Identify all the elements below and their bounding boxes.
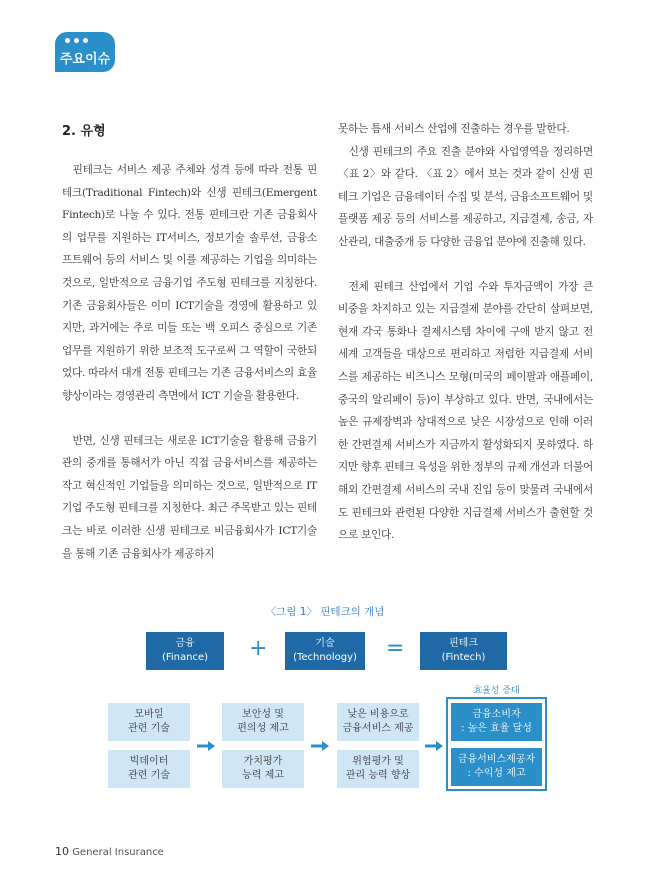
box-line: 보안성 및 bbox=[242, 709, 284, 720]
paragraph: 신생 핀테크의 주요 진출 분야와 사업영역을 정리하면 〈표 2〉와 같다. 〈표 2〉에서 보는 것과 같이 신생 핀테크 기업은 금융데이터 수집 및 분석, 금융소프트웨어 및 플랫폼 제공 등의 서비스를 제공하고, 지급결제, 송금, 자산관리, 대출중개 등 다양한 금융업 분야에 진출해 있다. bbox=[338, 145, 593, 248]
security-box bbox=[222, 703, 304, 741]
fintech-box bbox=[420, 632, 507, 670]
box-line: 금융소비자 bbox=[472, 709, 521, 720]
box-line: : 높은 효율 달성 bbox=[461, 723, 532, 734]
box-line: 관련 기술 bbox=[128, 770, 170, 781]
arrow-right-icon bbox=[425, 741, 443, 751]
box-line: (Finance) bbox=[161, 652, 209, 663]
box-line: 편의성 제고 bbox=[237, 723, 289, 734]
box-line: 낮은 비용으로 bbox=[347, 709, 409, 720]
box-line: 모바일 bbox=[134, 709, 164, 720]
valuation-box bbox=[222, 750, 304, 788]
speech-dots-icon bbox=[65, 38, 88, 43]
publication-name: General Insurance bbox=[72, 847, 164, 858]
box-line: 금융서비스 제공 bbox=[342, 723, 414, 734]
box-line: 금융서비스제공자 bbox=[457, 754, 536, 765]
box-line: 위험평가 및 bbox=[352, 756, 404, 767]
finance-box bbox=[146, 632, 224, 670]
box-line: 능력 제고 bbox=[242, 770, 284, 781]
page-footer bbox=[55, 845, 164, 858]
box-line: 관련 기술 bbox=[128, 723, 170, 734]
technology-box bbox=[285, 632, 365, 670]
figure-caption: 〈그림 1〉 핀테크의 개념 bbox=[265, 606, 385, 618]
right-column bbox=[338, 118, 593, 547]
box-line: 핀테크 bbox=[449, 638, 478, 649]
box-line: (Fintech) bbox=[441, 652, 486, 663]
box-line: 가치평가 bbox=[243, 756, 283, 767]
paragraph: 반면, 신생 핀테크는 새로운 ICT기술을 활용해 금융기관의 중개를 통해서가 아닌 직접 금융서비스를 제공하는 작고 혁신적인 기업들을 의미하는 것으로, 일반적으로 IT기업 주도형 핀테크를 지칭한다. 최근 주목받고 있는 핀테크는 바로 이러한 신생 핀테크로 비금융회사가 ICT기술을 통해 기존 금융회사가 제공하지 bbox=[62, 434, 317, 560]
box-line: (Technology) bbox=[293, 652, 357, 663]
efficiency-label: 효율성 증대 bbox=[473, 686, 520, 696]
equals-sign: = bbox=[386, 636, 405, 661]
page-number: 10 bbox=[55, 845, 69, 858]
section-badge bbox=[55, 32, 115, 72]
arrow-right-icon bbox=[311, 741, 329, 751]
box-line: 금융 bbox=[175, 638, 195, 649]
paragraph: 못하는 틈새 서비스 산업에 진출하는 경우를 말한다. bbox=[338, 123, 570, 135]
mobile-tech-box bbox=[108, 703, 190, 741]
consumer-result-box bbox=[451, 703, 542, 741]
box-line: 빅데이터 bbox=[129, 756, 169, 767]
section-title: 2. 유형 bbox=[62, 124, 106, 139]
paragraph: 핀테크는 서비스 제공 주체와 성격 등에 따라 전통 핀테크(Traditional Fintech)와 신생 핀테크(Emergent Fintech)로 나눌 수 있다. 전통 핀테크란 기존 금융회사의 업무를 지원하는 IT서비스, 정보기술 솔루션, 금융소프트웨어 등의 서비스 및 이를 제공하는 기업을 의미하는 것으로, 일반적으로 금융기업 주도형 핀테크를 지칭한다. 기존 금융회사들은 이미 ICT기술을 경영에 활용하고 있지만, 과거에는 주로 미들 또는 백 오피스 중심으로 기존 업무를 지원하기 위한 보조적 도구로써 그 역할이 국한되었다. 따라서 대개 전통 핀테크는 기존 금융서비스의 효율 향상이라는 경영관리 측면에서 ICT 기술을 활용한다. bbox=[62, 164, 317, 402]
provider-result-box bbox=[451, 748, 542, 786]
paragraph: 전체 핀테크 산업에서 기업 수와 투자금액이 가장 큰 비중을 차지하고 있는 지급결제 분야를 간단히 살펴보면, 현재 각국 통화나 결제시스템 차이에 구애 받지 않고 전 세계 고객들을 대상으로 편리하고 저렴한 지급결제 서비스를 제공하는 비즈니스 모형(미국의 페이팔과 애플페이, 중국의 알리페이 등)이 부상하고 있다. 반면, 국내에서는 높은 규제장벽과 상대적으로 낮은 시장성으로 인해 이러한 간편결제 서비스가 지금까지 활성화되지 못하였다. 하지만 향후 핀테크 육성을 위한 정부의 규제 개선과 더불어 해외 간편결제 서비스의 국내 진입 등이 맞물려 국내에서도 핀테크와 관련된 다양한 지급결제 서비스가 출현할 것으로 보인다. bbox=[338, 280, 593, 542]
plus-sign: + bbox=[249, 636, 268, 661]
box-line: 기술 bbox=[315, 638, 335, 649]
risk-box bbox=[337, 750, 419, 788]
box-line: : 수익성 제고 bbox=[467, 768, 526, 779]
badge-label: 주요이슈 bbox=[59, 52, 111, 67]
left-column bbox=[62, 159, 317, 565]
low-cost-box bbox=[337, 703, 419, 741]
bigdata-tech-box bbox=[108, 750, 190, 788]
arrow-right-icon bbox=[197, 741, 215, 751]
box-line: 관리 능력 향상 bbox=[345, 770, 411, 781]
